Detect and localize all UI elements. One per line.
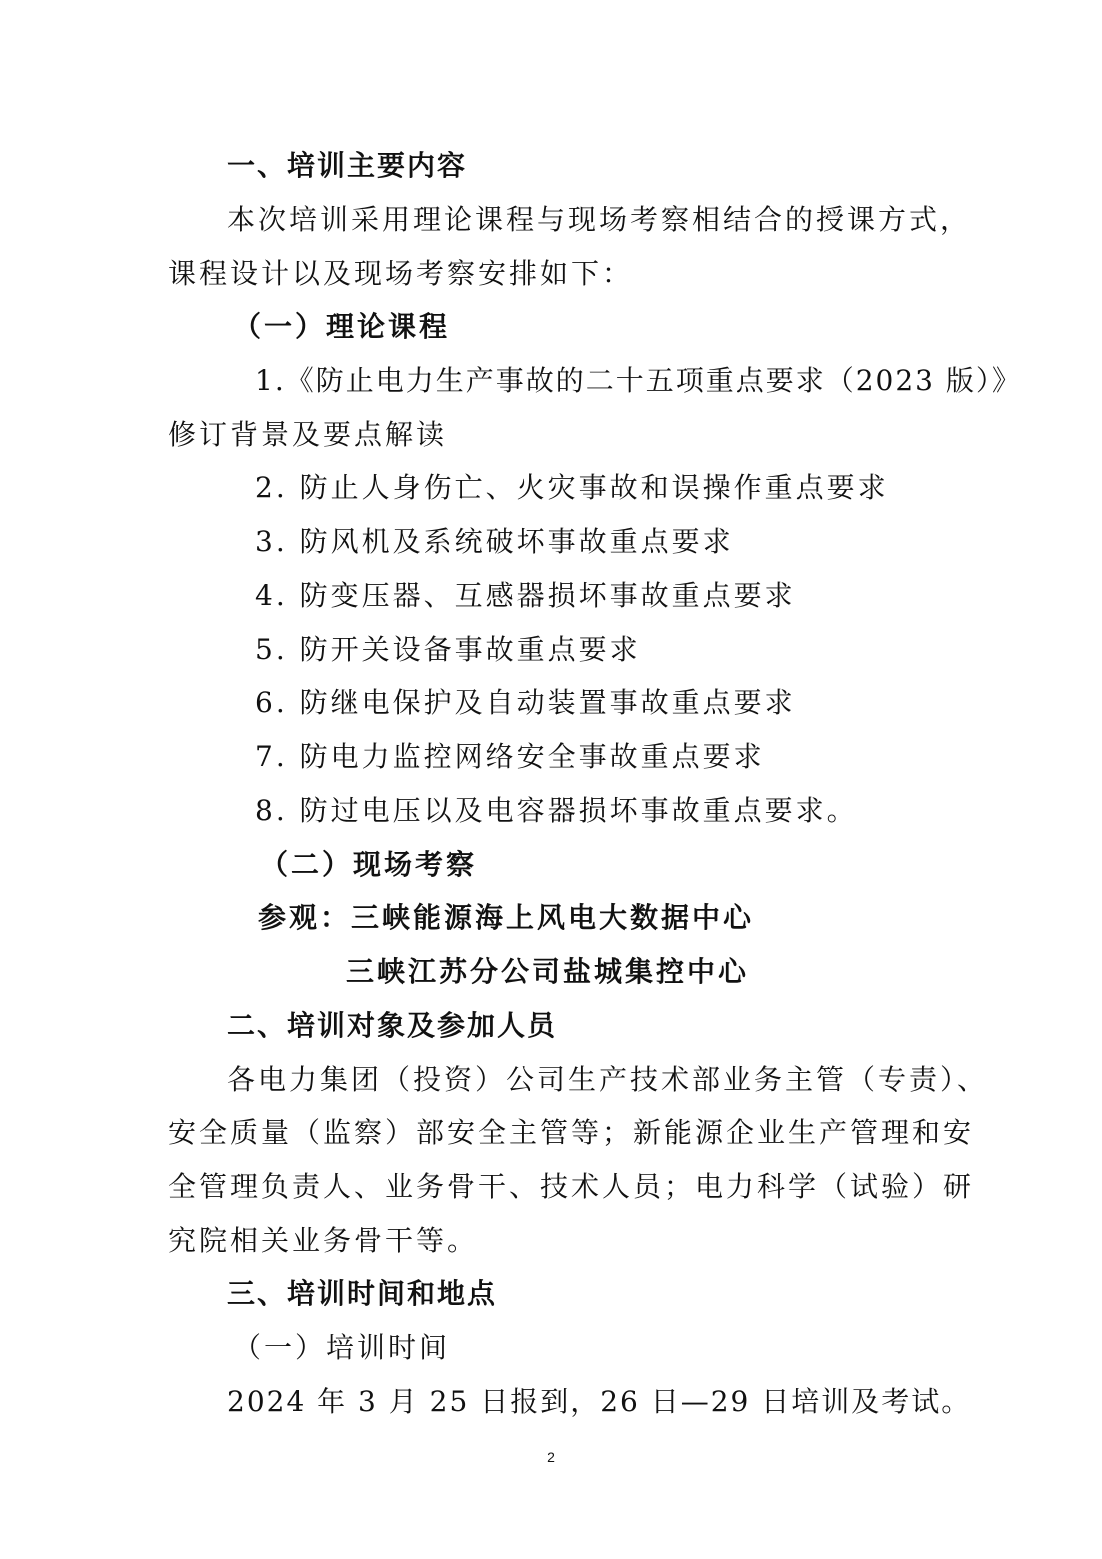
list-item: 7. 防电力监控网络安全事故重点要求 (255, 740, 765, 773)
section-heading-1: 一、培训主要内容 (227, 149, 468, 182)
paragraph-line: 本次培训采用理论课程与现场考察相结合的授课方式， (227, 203, 972, 236)
list-item-continuation: 修订背景及要点解读 (168, 418, 448, 451)
subheading-training-time: （一）培训时间 (233, 1331, 451, 1364)
section-heading-3: 三、培训时间和地点 (227, 1277, 498, 1310)
paragraph-line: 全管理负责人、业务骨干、技术人员；电力科学（试验）研 (168, 1170, 975, 1203)
list-item: 6. 防继电保护及自动装置事故重点要求 (255, 686, 796, 719)
subheading-theory: （一）理论课程 (233, 310, 451, 343)
section-heading-2: 二、培训对象及参加人员 (227, 1009, 558, 1042)
list-item: 2. 防止人身伤亡、火灾事故和误操作重点要求 (255, 471, 889, 504)
subheading-field-visit: （二）现场考察 (260, 848, 478, 881)
paragraph-line: 课程设计以及现场考察安排如下： (168, 257, 634, 290)
list-item: 8. 防过电压以及电容器损坏事故重点要求。 (255, 794, 858, 827)
list-item: 1.《防止电力生产事故的二十五项重点要求（2023 版）》 (255, 364, 1022, 397)
paragraph-line: 各电力集团（投资）公司生产技术部业务主管（专责）、 (227, 1063, 989, 1096)
list-item: 3. 防风机及系统破坏事故重点要求 (255, 525, 734, 558)
visit-line: 参观：三峡能源海上风电大数据中心 (258, 901, 755, 934)
paragraph-line: 安全质量（监察）部安全主管等；新能源企业生产管理和安 (168, 1116, 975, 1149)
paragraph-line: 究院相关业务骨干等。 (168, 1224, 479, 1257)
visit-line: 三峡江苏分公司盐城集控中心 (346, 955, 750, 988)
training-time-text: 2024 年 3 月 25 日报到，26 日—29 日培训及考试。 (227, 1385, 972, 1418)
list-item: 5. 防开关设备事故重点要求 (255, 633, 641, 666)
page-number: 2 (547, 1449, 555, 1465)
list-item: 4. 防变压器、互感器损坏事故重点要求 (255, 579, 796, 612)
